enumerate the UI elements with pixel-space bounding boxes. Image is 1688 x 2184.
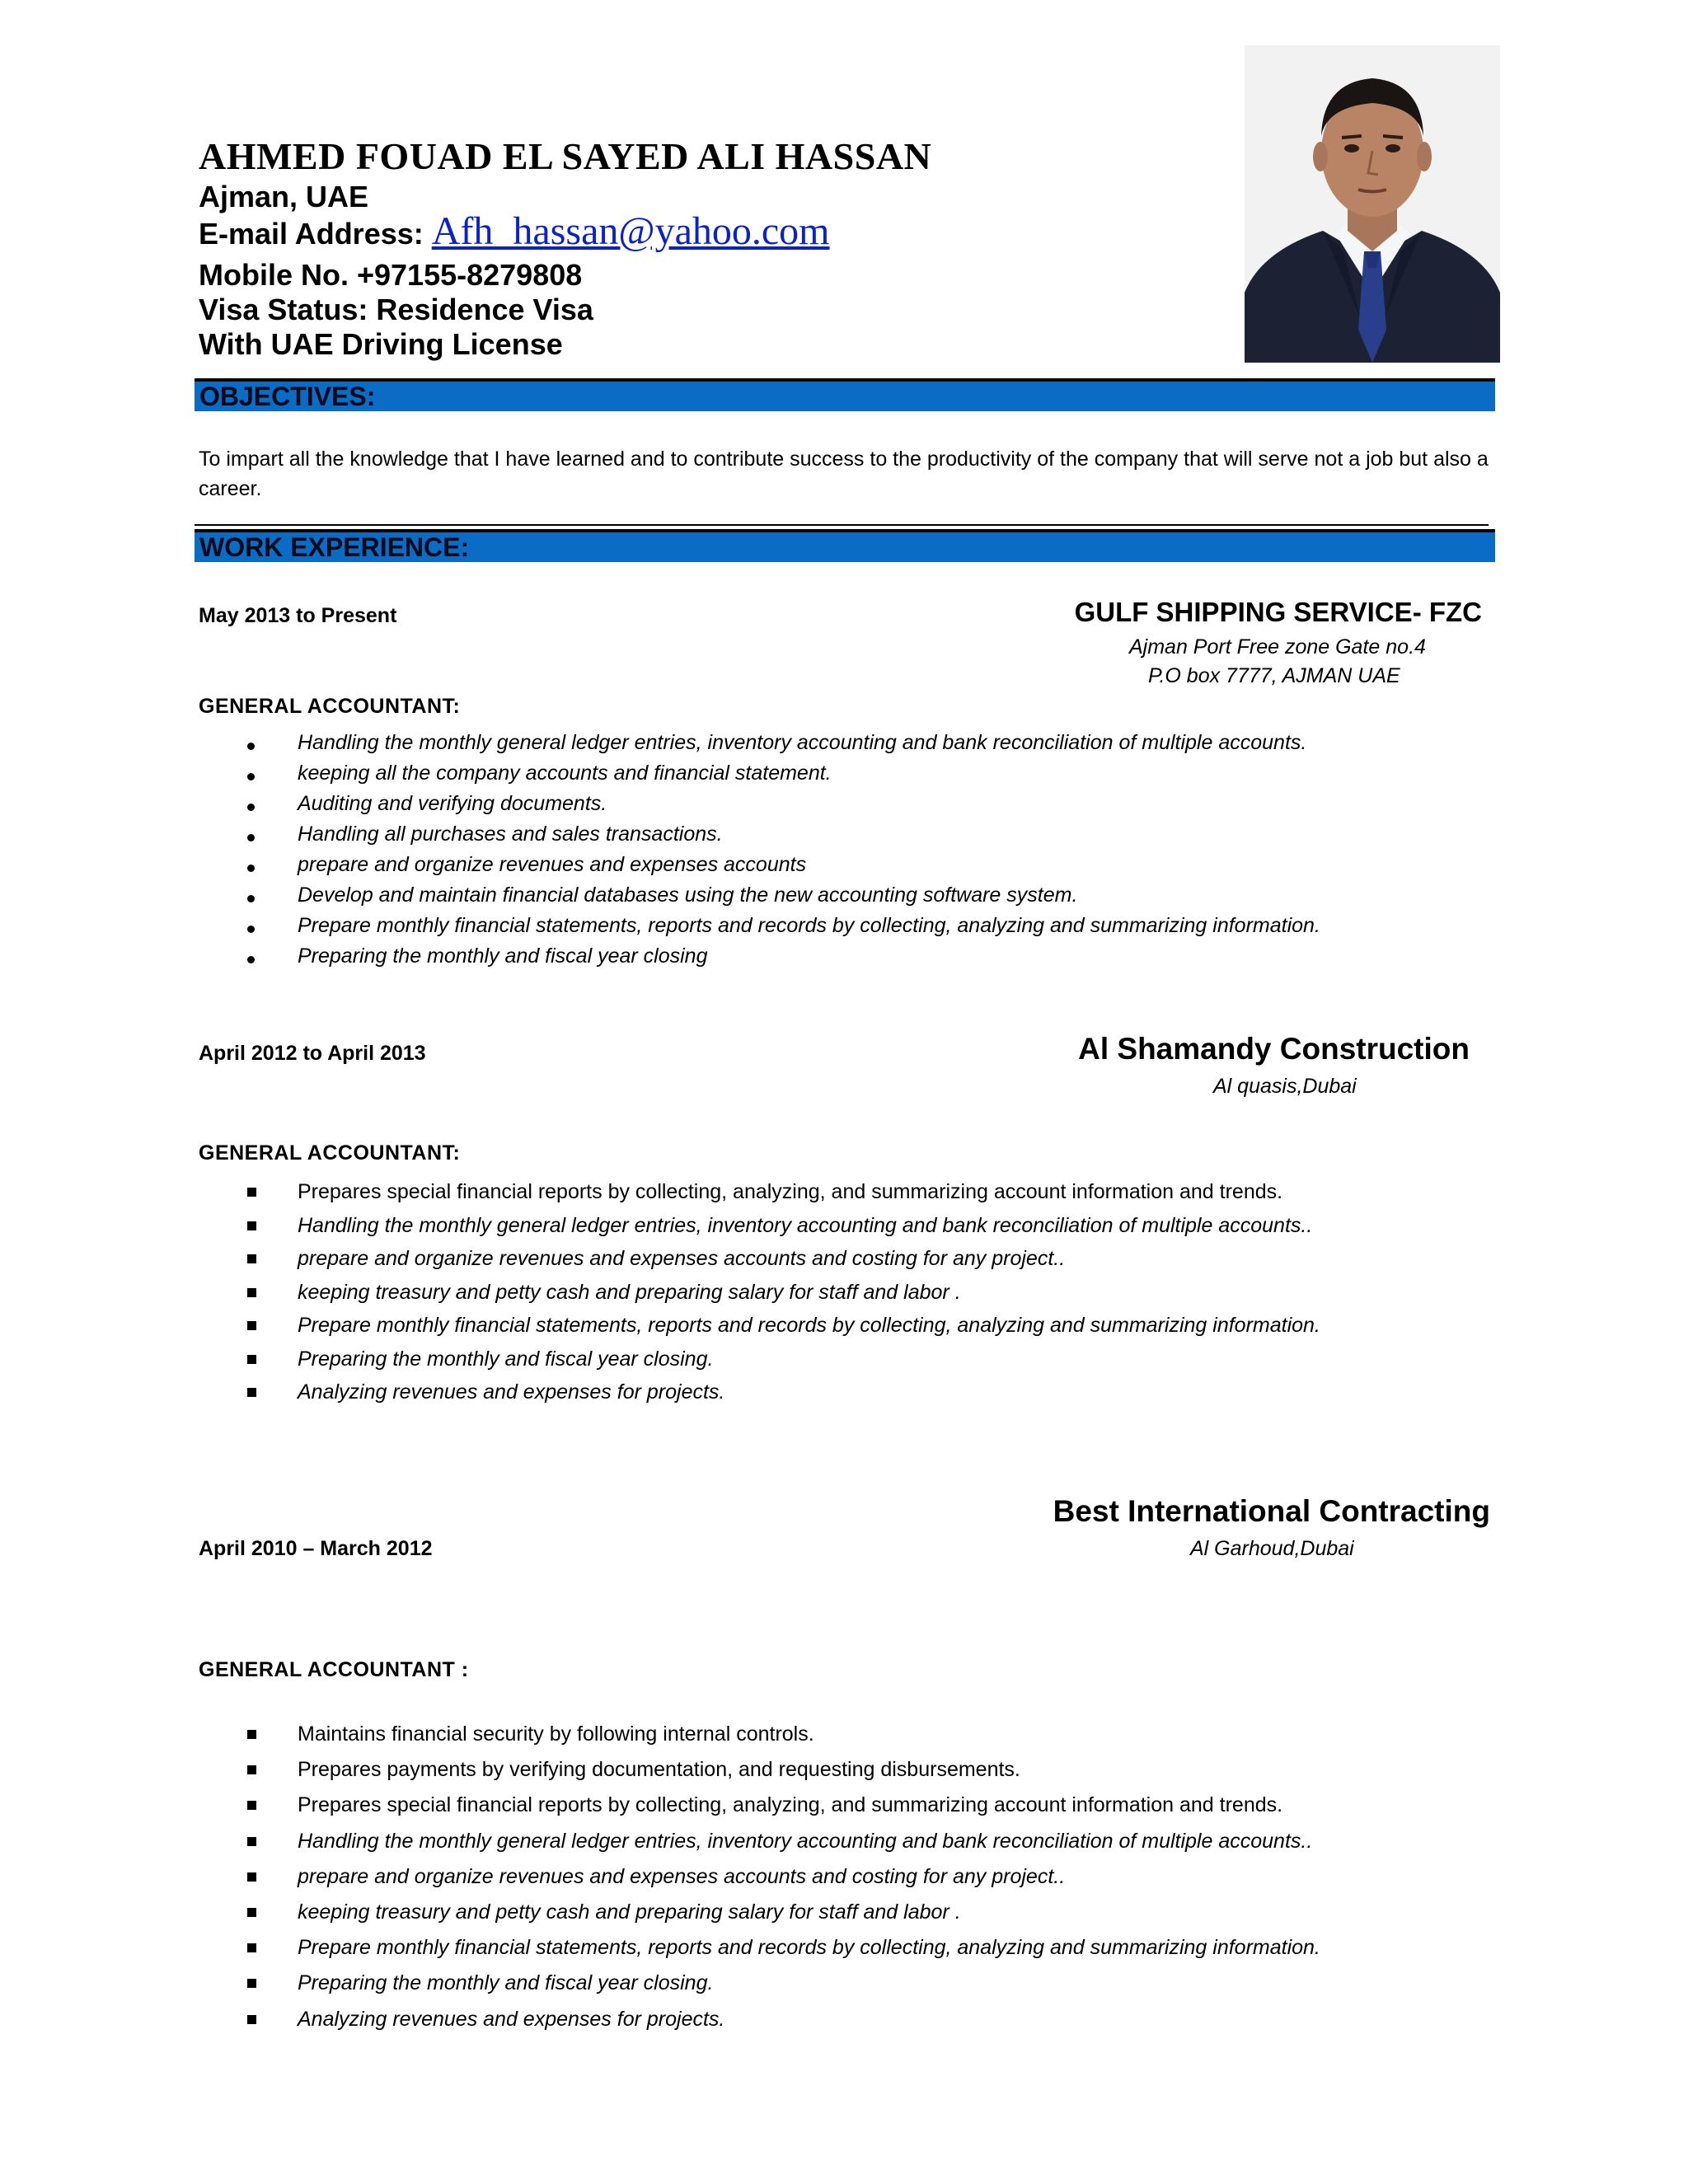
duty-text: Auditing and verifying documents. [298,792,607,815]
objectives-section-bar [195,378,1495,411]
duty-text: Preparing the monthly and fiscal year closing. [298,1971,714,1995]
divider [195,524,1489,526]
duty-text: Handling the monthly general ledger entries, inventory accounting and bank reconciliation of multiple accounts. [298,731,1307,754]
bullet-square-icon [247,1943,256,1952]
duty-text: Develop and maintain financial databases using the new accounting software system. [298,883,1078,907]
bullet-dot-icon [247,956,255,963]
bullet-square-icon [247,1765,256,1774]
job-1-address-line-1: Ajman Port Free zone Gate no.4 [1129,635,1426,658]
job-2-company: Al Shamandy Construction [1078,1032,1470,1066]
bullet-square-icon [247,1837,256,1846]
duty-text: Handling the monthly general ledger entries, inventory accounting and bank reconciliation of multiple accounts.. [298,1829,1313,1853]
bullet-square-icon [247,1321,256,1330]
duty-text: Handling the monthly general ledger entries, inventory accounting and bank reconciliation of multiple accounts.. [298,1213,1313,1237]
job-3-dates: April 2010 – March 2012 [199,1537,433,1560]
driving-license: With UAE Driving License [199,327,563,361]
bullet-dot-icon [247,895,255,902]
duty-text: keeping treasury and petty cash and preparing salary for staff and labor . [298,1900,961,1924]
bullet-square-icon [247,2015,256,2024]
bullet-dot-icon [247,804,255,811]
duty-text: Analyzing revenues and expenses for projects. [298,2007,725,2031]
job-1-address-line-2: P.O box 7777, AJMAN UAE [1148,664,1400,687]
duty-text: Prepares special financial reports by collecting, analyzing, and summarizing account information and trends. [298,1793,1283,1817]
bullet-square-icon [247,1221,256,1230]
candidate-name: AHMED FOUAD EL SAYED ALI HASSAN [199,135,932,177]
job-3-company: Best International Contracting [1053,1494,1490,1528]
bullet-dot-icon [247,834,255,841]
bullet-dot-icon [247,865,255,872]
bullet-square-icon [247,1254,256,1263]
duty-text: prepare and organize revenues and expenses accounts and costing for any project.. [298,1864,1066,1888]
duty-text: Analyzing revenues and expenses for projects. [298,1380,725,1404]
mobile-number: Mobile No. +97155-8279808 [199,258,583,292]
duty-text: Handling all purchases and sales transactions. [298,823,723,846]
job-2-role: GENERAL ACCOUNTANT: [199,1141,461,1165]
job-2-dates: April 2012 to April 2013 [199,1042,426,1065]
duty-text: Prepare monthly financial statements, reports and records by collecting, analyzing and summarizing information. [298,1314,1320,1337]
work-experience-heading: WORK EXPERIENCE: [199,532,470,562]
job-3-address: Al Garhoud,Dubai [1190,1537,1354,1560]
bullet-square-icon [247,1730,256,1739]
bullet-square-icon [247,1908,256,1917]
bullet-square-icon [247,1979,256,1988]
duty-text: prepare and organize revenues and expenses accounts [298,853,807,876]
bullet-square-icon [247,1872,256,1882]
duty-text: Prepare monthly financial statements, reports and records by collecting, analyzing and summarizing information. [298,1936,1320,1960]
portrait-photo [1245,45,1500,363]
visa-status: Visa Status: Residence Visa [199,293,593,326]
duty-text: Prepare monthly financial statements, reports and records by collecting, analyzing and summarizing information. [298,914,1320,937]
job-2-address: Al quasis,Dubai [1213,1075,1357,1098]
duty-text: prepare and organize revenues and expenses accounts and costing for any project.. [298,1247,1066,1270]
bullet-dot-icon [247,773,255,780]
bullet-square-icon [247,1288,256,1297]
job-1-role: GENERAL ACCOUNTANT: [199,695,461,718]
bullet-square-icon [247,1355,256,1364]
duty-text: Preparing the monthly and fiscal year closing. [298,1347,714,1371]
portrait-illustration [1245,45,1500,363]
email-link[interactable]: Afh_hassan@yahoo.com [431,209,830,253]
duty-text: Maintains financial security by following internal controls. [298,1722,814,1746]
duty-text: keeping all the company accounts and financial statement. [298,762,832,785]
duty-text: Preparing the monthly and fiscal year closing [298,944,708,968]
objectives-heading: OBJECTIVES: [199,382,376,411]
job-1-company: GULF SHIPPING SERVICE- FZC [1074,597,1482,627]
bullet-dot-icon [247,926,255,933]
location: Ajman, UAE [199,180,369,213]
objectives-text: To impart all the knowledge that I have learned and to contribute success to the productivity of the company that will serve not a job but also a career. [199,448,1489,500]
duty-text: Prepares payments by verifying documentation, and requesting disbursements. [298,1758,1020,1782]
bullet-square-icon [247,1801,256,1810]
job-1-dates: May 2013 to Present [199,604,397,627]
duty-text: Prepares special financial reports by collecting, analyzing, and summarizing account information and trends. [298,1180,1283,1203]
email-line [199,209,830,253]
email-label: E-mail Address: [199,217,432,251]
job-3-role: GENERAL ACCOUNTANT : [199,1658,469,1681]
bullet-dot-icon [247,743,255,750]
bullet-square-icon [247,1188,256,1197]
duty-text: keeping treasury and petty cash and preparing salary for staff and labor . [298,1280,961,1304]
bullet-square-icon [247,1388,256,1397]
work-experience-section-bar [195,529,1495,562]
